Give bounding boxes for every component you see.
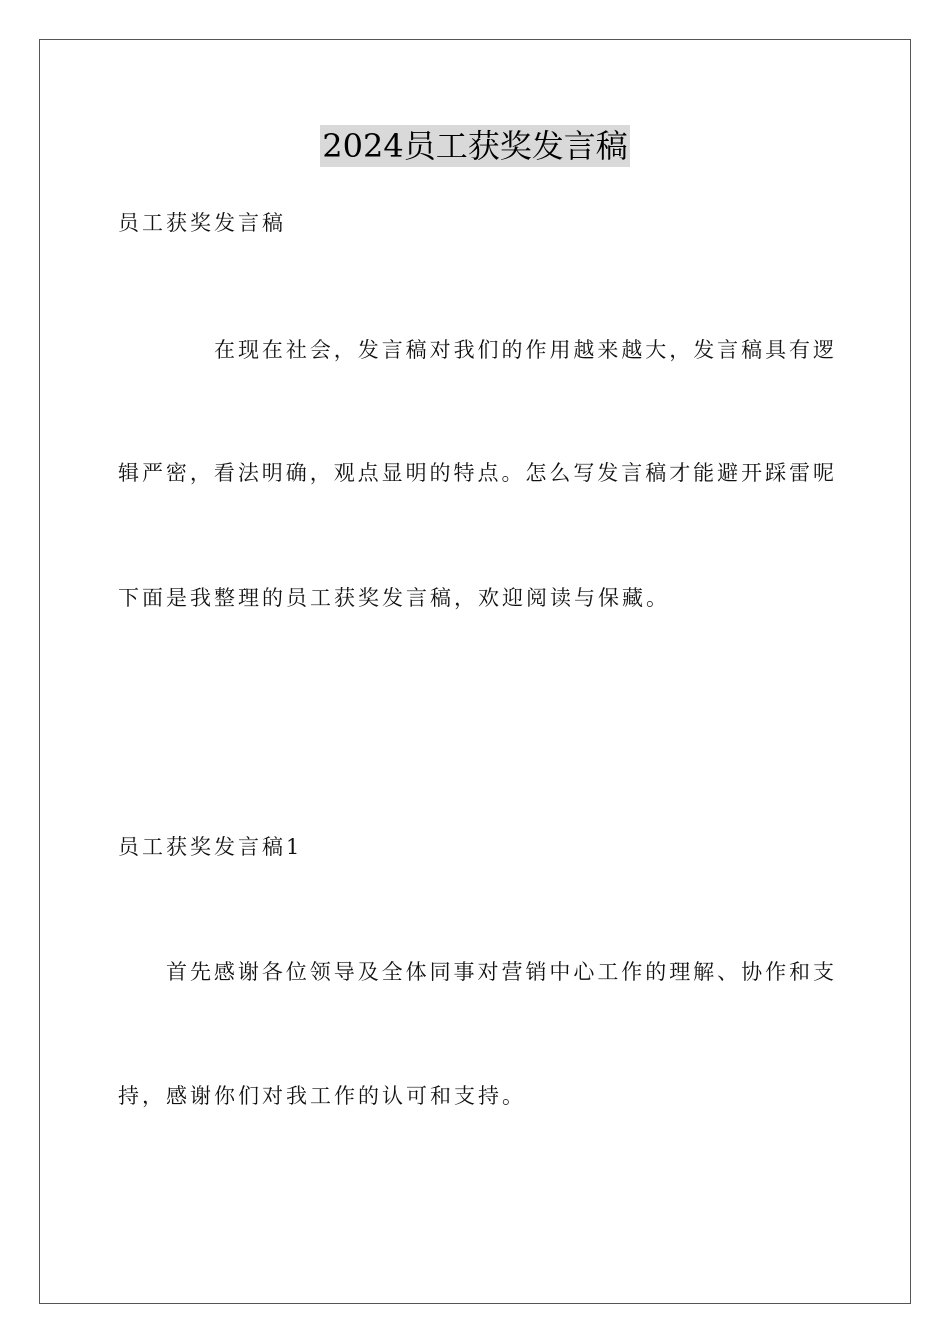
intro-line-1: 在现在社会，发言稿对我们的作用越来越大，发言稿具有逻 bbox=[214, 338, 834, 362]
intro-line-3: 下面是我整理的员工获奖发言稿，欢迎阅读与保藏。 bbox=[118, 586, 670, 610]
title-container bbox=[0, 125, 950, 167]
section-1-line-1: 首先感谢各位领导及全体同事对营销中心工作的理解、协作和支 bbox=[166, 960, 834, 984]
intro-line-2: 辑严密，看法明确，观点显明的特点。怎么写发言稿才能避开踩雷呢 bbox=[118, 461, 834, 485]
document-title: 2024员工获奖发言稿 bbox=[322, 127, 628, 165]
section-1-line-2: 持，感谢你们对我工作的认可和支持。 bbox=[118, 1084, 526, 1108]
section-1-heading: 员工获奖发言稿1 bbox=[118, 835, 303, 859]
document-subtitle: 员工获奖发言稿 bbox=[118, 211, 286, 235]
